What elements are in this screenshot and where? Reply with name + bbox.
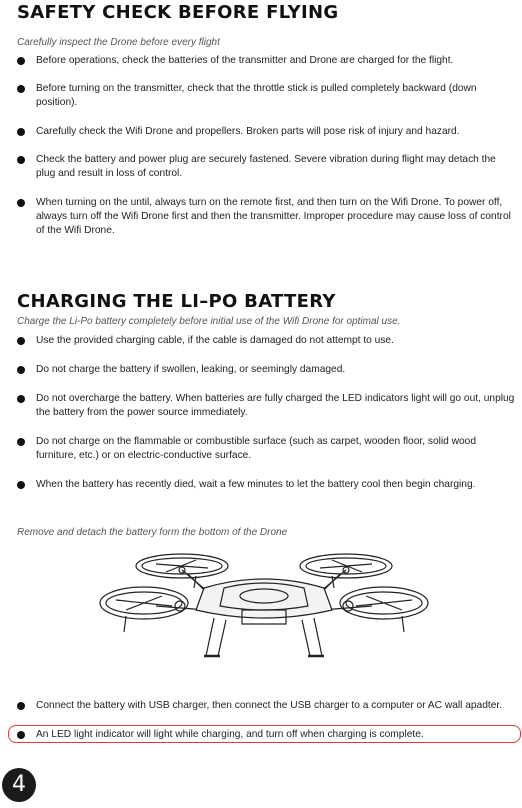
safety-item: Check the battery and power plug are securely fastened. Severe vibration during flight may detach the plug and result in loss of control. [17, 153, 515, 181]
bullet-icon [17, 438, 25, 446]
bullet-icon [17, 702, 25, 710]
bullet-icon [17, 481, 25, 489]
safety-subtitle: Carefully inspect the Drone before every flight [17, 37, 220, 48]
page-number-badge: 4 [2, 768, 36, 802]
bullet-icon [17, 199, 25, 207]
bullet-icon [17, 57, 25, 65]
charging-item: Use the provided charging cable, if the cable is damaged do not attempt to use. [17, 334, 515, 348]
charging-subtitle: Charge the Li-Po battery completely before initial use of the Wifi Drone for optimal use. [17, 316, 401, 327]
charging-heading: CHARGING THE LI–PO BATTERY [17, 291, 336, 312]
bullet-icon [17, 395, 25, 403]
drone-illustration [96, 548, 432, 668]
bullet-icon [17, 337, 25, 345]
charging-final-item: An LED light indicator will light while charging, and turn off when charging is complete. [17, 728, 515, 742]
charging-final-item: Connect the battery with USB charger, then connect the USB charger to a computer or AC wall apadter. [17, 699, 515, 713]
bullet-icon [17, 85, 25, 93]
safety-item: Carefully check the Wifi Drone and propellers. Broken parts will pose risk of injury and hazard. [17, 125, 515, 139]
bullet-icon [17, 128, 25, 136]
safety-heading: SAFETY CHECK BEFORE FLYING [17, 2, 339, 23]
charging-item: When the battery has recently died, wait a few minutes to let the battery cool then begin charging. [17, 478, 515, 492]
charging-item: Do not charge the battery if swollen, leaking, or seemingly damaged. [17, 363, 515, 377]
safety-item: Before turning on the transmitter, check that the throttle stick is pulled completely backward (down position). [17, 82, 515, 110]
bullet-icon [17, 366, 25, 374]
highlight-box [8, 725, 521, 743]
bullet-icon [17, 156, 25, 164]
drone-icon [96, 548, 432, 668]
charging-item: Do not charge on the flammable or combustible surface (such as carpet, wooden floor, solid wood furniture, etc.) or on electric-conductive surface. [17, 435, 515, 463]
safety-item: Before operations, check the batteries of the transmitter and Drone are charged for the flight. [17, 54, 515, 68]
charging-item: Do not overcharge the battery. When batteries are fully charged the LED indicators light will go out, unplug the battery from the power source immediately. [17, 392, 515, 420]
remove-battery-note: Remove and detach the battery form the bottom of the Drone [17, 527, 288, 538]
safety-item: When turning on the until, always turn on the remote first, and then turn on the Wifi Drone. To power off, always turn off the Wifi Drone first and then the transmitter. Improper procedure may cause loss of control of the Wifi Drone. [17, 196, 515, 238]
